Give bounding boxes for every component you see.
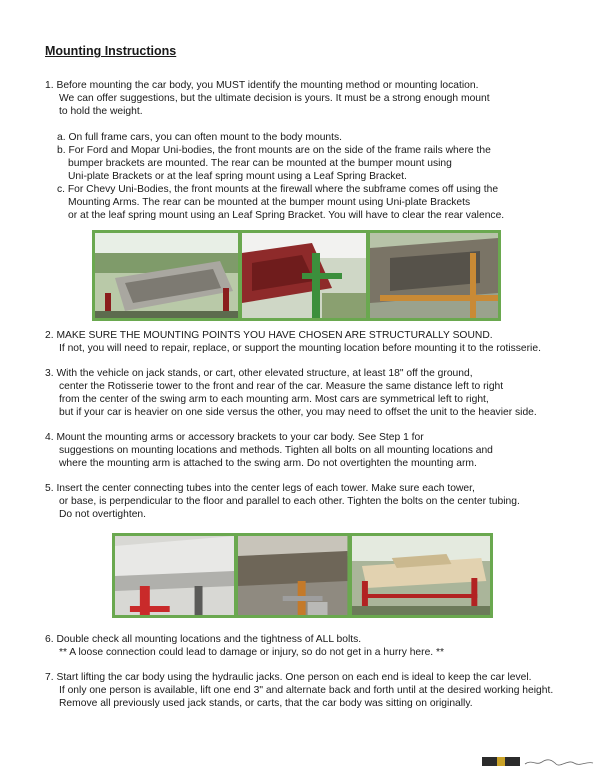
photo-car-body-on-stand [95,233,238,318]
step-3-line-4: but if your car is heavier on one side versus the other, you may need to offset the unit to the heavier side. [59,407,537,418]
page-title: Mounting Instructions [45,44,177,58]
step-1c-line-3: or at the leaf spring mount using an Leaf Spring Bracket. You will have to clear the rear valence. [68,210,505,221]
footer-logo [482,757,594,766]
step-1b-line-1: b. For Ford and Mopar Uni-bodies, the front mounts are on the side of the frame rails where the [57,145,491,156]
photo-strip-2 [112,533,493,618]
photo-jack-stand-car [115,536,234,615]
step-1c-line-2: Mounting Arms. The rear can be mounted at the bumper mount using Uni-plate Brackets [68,197,471,208]
step-1c-line-1: c. For Chevy Uni-Bodies, the front mounts at the firewall where the subframe comes off using the [57,184,499,195]
step-4-line-3: where the mounting arm is attached to the swing arm. Do not overtighten the mounting arm. [59,458,477,469]
step-5-line-2: or base, is perpendicular to the floor and parallel to each other. Tighten the bolts on the center tubing. [59,496,520,507]
logo-script-signature-icon [524,758,594,766]
step-6-line-2: ** A loose connection could lead to damage or injury, so do not get in a hurry here. ** [59,647,445,658]
step-4-line-1: 4. Mount the mounting arms or accessory brackets to your car body. See Step 1 for [45,432,424,443]
step-5-line-3: Do not overtighten. [59,509,147,520]
photo-underbody-mount [238,536,347,615]
step-7-line-3: Remove all previously used jack stands, or carts, that the car body was sitting on originally. [59,698,473,709]
brand-badge-icon [482,757,520,766]
step-1b-line-3: Uni-plate Brackets or at the leaf spring mount using a Leaf Spring Bracket. [68,171,407,182]
step-3-line-2: center the Rotisserie tower to the front and rear of the car. Measure the same distance left to right [59,381,504,392]
step-7-line-2: If only one person is available, lift one end 3" and alternate back and forth until at the desired working height. [59,685,554,696]
step-1-line-1: 1. Before mounting the car body, you MUST identify the mounting method or mounting location. [45,80,479,91]
step-1-line-2: We can offer suggestions, but the ultimate decision is yours. It must be a strong enough mount [59,93,490,104]
step-1b-line-2: bumper brackets are mounted. The rear can be mounted at the bumper mount using [68,158,452,169]
step-1-line-3: to hold the weight. [59,106,143,117]
photo-car-on-rotisserie [352,536,490,615]
step-6-line-1: 6. Double check all mounting locations and the tightness of ALL bolts. [45,634,362,645]
step-3-line-3: from the center of the swing arm to each mounting arm. Most cars are symmetrical left to right, [59,394,489,405]
photo-mounting-bracket [242,233,366,318]
photo-strip-1 [92,230,501,321]
step-2-line-1: 2. MAKE SURE THE MOUNTING POINTS YOU HAVE CHOSEN ARE STRUCTURALLY SOUND. [45,330,493,341]
step-4-line-2: suggestions on mounting locations and methods. Tighten all bolts on all mounting locations and [59,445,493,456]
step-5-line-1: 5. Insert the center connecting tubes into the center legs of each tower. Make sure each tower, [45,483,475,494]
step-2-line-2: If not, you will need to repair, replace, or support the mounting location before mounting it to the rotisserie. [59,343,541,354]
step-1a: a. On full frame cars, you can often mount to the body mounts. [57,132,343,143]
photo-rear-mount [370,233,498,318]
step-7-line-1: 7. Start lifting the car body using the hydraulic jacks. One person on each end is ideal to keep the car level. [45,672,532,683]
step-3-line-1: 3. With the vehicle on jack stands, or cart, other elevated structure, at least 18" off the ground, [45,368,473,379]
